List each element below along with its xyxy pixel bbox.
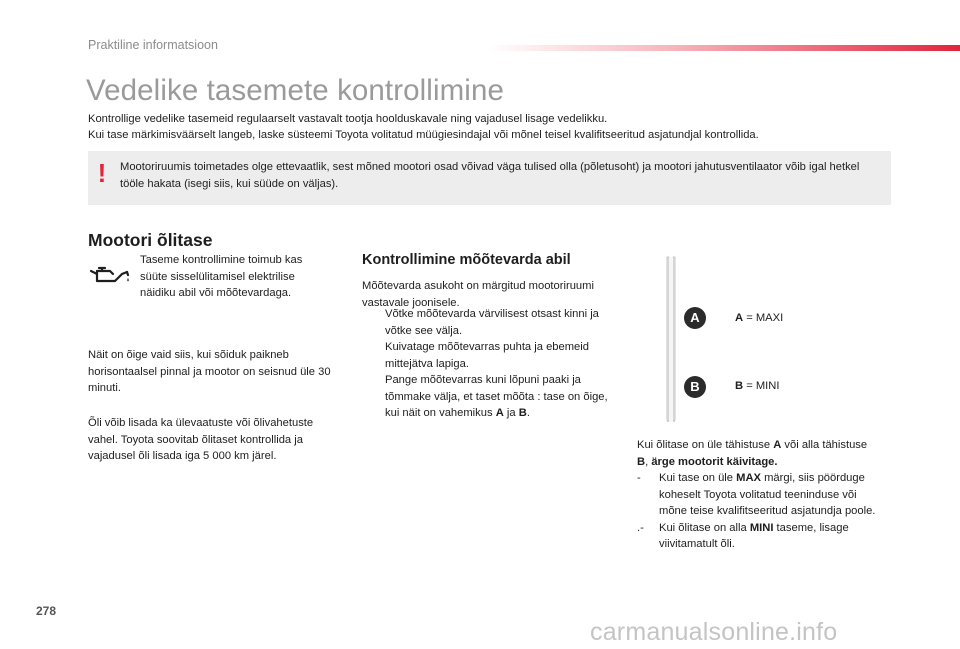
- step-text-part: Pange mõõtevarras kuni lõpuni paaki ja tõmmake välja, et taset mõõta : tase on õige, kui näit on vahemikus: [385, 374, 608, 419]
- level-min-label: [735, 380, 779, 392]
- step-text-part: ja: [503, 407, 519, 419]
- note-text: taseme, lisage viivitamatult õli.: [659, 521, 849, 550]
- intro-text: [88, 111, 908, 143]
- level-text: = MAXI: [743, 312, 784, 324]
- oil-description: Taseme kontrollimine toimub kas süüte sisselülitamisel elektrilise näidiku abil või mõõtevardaga.: [140, 254, 303, 299]
- mark-a-ref: A: [495, 407, 504, 419]
- note-text: märgi, siis pöörduge koheselt Toyota volitatud teeninduse või mõne teise kvalifitseeritud asjatundja poole.: [659, 472, 876, 517]
- list-item: [362, 372, 624, 422]
- note-intro: [637, 437, 877, 470]
- oil-paragraph-1: Näit on õige vaid siis, kui sõiduk paikneb horisontaalsel pinnal ja mootor on seisnud üle 30 minuti.: [88, 349, 331, 394]
- dipstick-steps: [362, 306, 624, 422]
- note-text: ,: [645, 455, 652, 468]
- oil-paragraph-2: Õli võib lisada ka ülevaatuste või õlivahetuste vahel. Toyota soovitab õlitaset kontrollida ja vajadusel õli lisada iga 5 000 km järel.: [88, 417, 314, 462]
- note-bold: ärge mootorit käivitage.: [651, 455, 778, 468]
- dash-marker: .-: [637, 521, 644, 534]
- list-item: [637, 520, 877, 553]
- level-max-label: [735, 312, 783, 324]
- note-bold: MAX: [736, 472, 761, 484]
- dash-marker: -: [637, 472, 641, 484]
- page-title: Vedelike tasemete kontrollimine: [86, 74, 504, 107]
- list-item: [637, 470, 877, 520]
- note-text: Kui tase on üle: [659, 472, 737, 484]
- dipstick-illustration: [660, 255, 682, 425]
- note-bold: MINI: [749, 521, 774, 534]
- note-text: Kui õlitase on alla: [659, 521, 750, 534]
- note-bold: B: [637, 455, 646, 468]
- dipstick-heading: Kontrollimine mõõtevarda abil: [362, 252, 571, 268]
- note-text: Kui õlitase on üle tähistuse: [637, 439, 774, 451]
- note-text: või alla tähistuse: [781, 439, 868, 451]
- mark-b-ref: B: [518, 407, 527, 419]
- warning-text: Mootoriruumis toimetades olge ettevaatlik, sest mõned mootori osad võivad väga tulised olla (põletusoht) ja mootori jahutusventilaator võib igal hetkel tööle hakata (isegi siis, kui süüde on väljas).: [120, 161, 860, 190]
- page-number: 278: [36, 604, 57, 618]
- list-item: [362, 339, 624, 372]
- header-accent-bar: [488, 45, 960, 51]
- step-text-part: .: [526, 407, 530, 419]
- oil-heading: Mootori õlitase: [88, 230, 213, 250]
- note-list: [637, 470, 877, 553]
- mark-b-badge: B: [684, 376, 706, 398]
- list-item: [362, 306, 624, 339]
- section-label: Praktiline informatsioon: [88, 38, 218, 52]
- intro-line-1: Kontrollige vedelike tasemeid regulaarselt vastavalt tootja hoolduskavale ning vajadusel lisage vedelikku.: [88, 113, 608, 125]
- note-bold: A: [773, 439, 782, 451]
- level-letter: A: [735, 312, 744, 324]
- level-note: [637, 437, 877, 553]
- step-text: [385, 374, 608, 419]
- step-text: Kuivatage mõõtevarras puhta ja ebemeid mittejätva lapiga.: [385, 341, 589, 370]
- step-text: Võtke mõõtevarda värvilisest otsast kinni ja võtke see välja.: [385, 308, 599, 337]
- warning-icon: !: [97, 158, 107, 188]
- level-letter: B: [735, 380, 744, 392]
- oil-can-icon: [88, 262, 130, 288]
- level-text: = MINI: [743, 380, 780, 392]
- mark-a-badge: A: [684, 307, 706, 329]
- intro-line-2: Kui tase märkimisväärselt langeb, laske süsteemi Toyota volitatud müügiesindajal või mõnel teisel kvalifitseeritud asjatundjal kontrollida.: [88, 129, 759, 141]
- watermark: carmanualsonline.info: [590, 618, 838, 646]
- dipstick-intro: Mõõtevarda asukoht on märgitud mootoriruumi vastavale joonisele.: [362, 280, 594, 309]
